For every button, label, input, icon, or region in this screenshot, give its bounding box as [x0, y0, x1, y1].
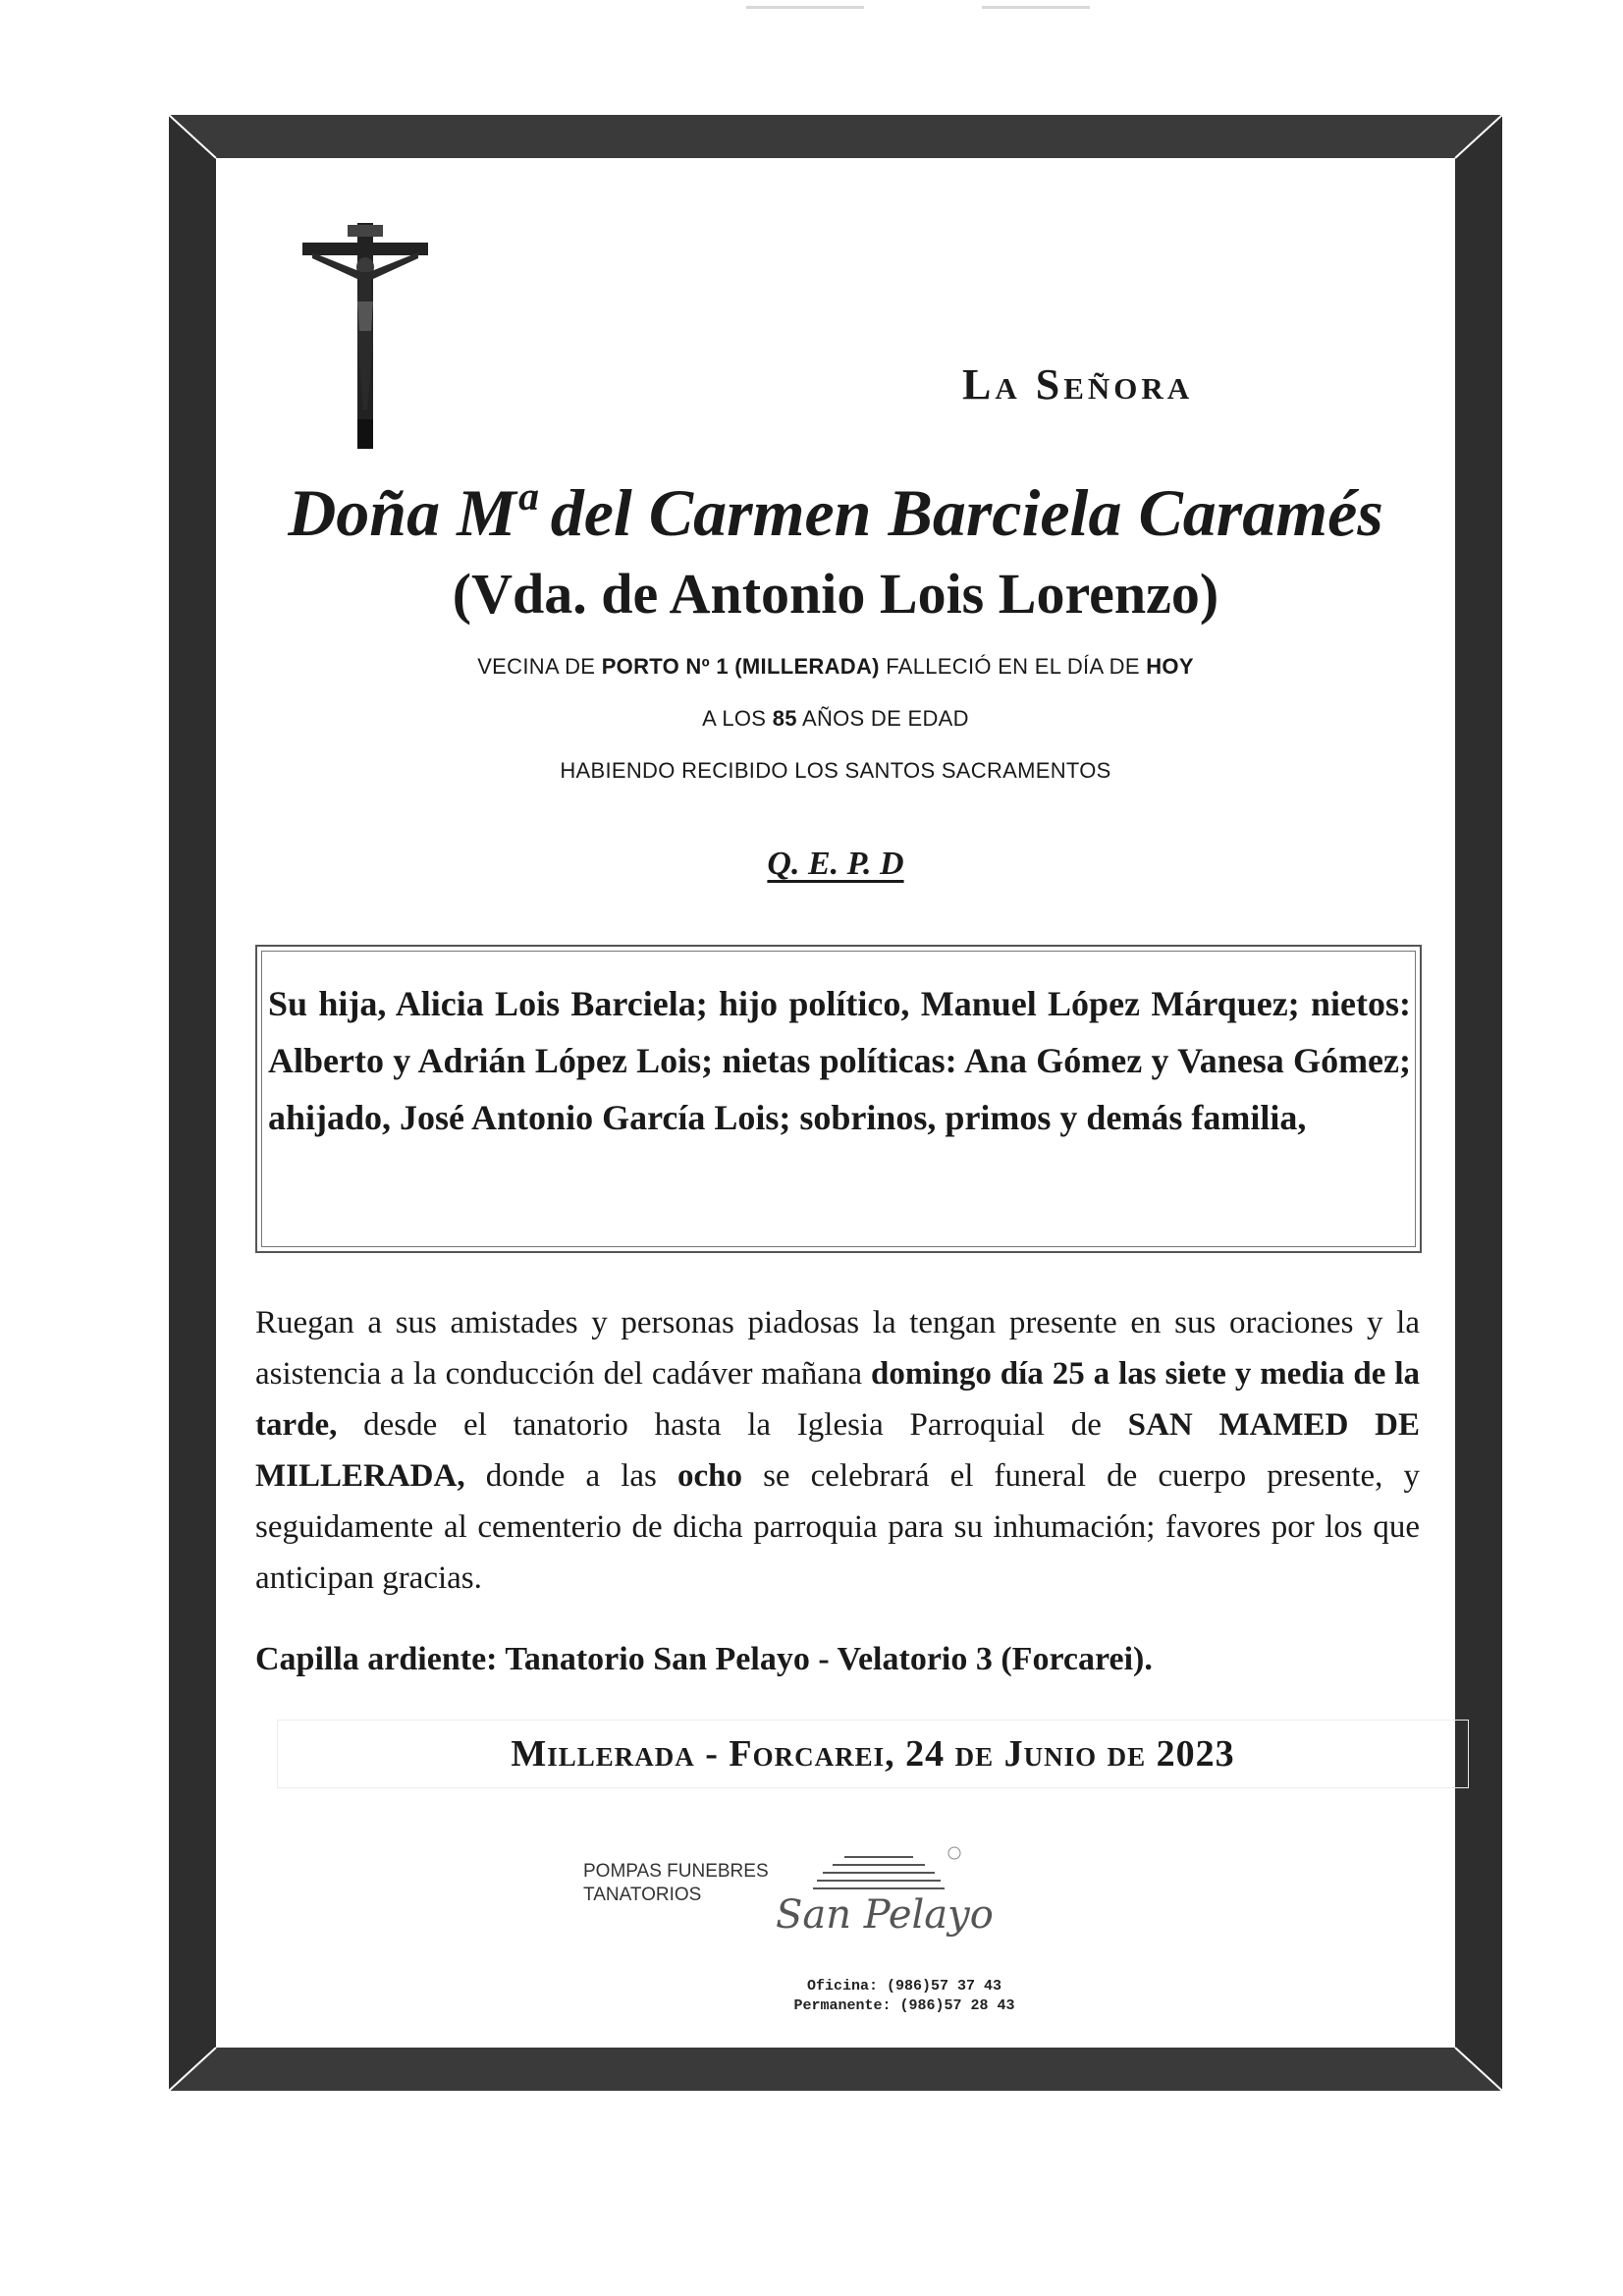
sacraments-line: HABIENDO RECIBIDO LOS SANTOS SACRAMENTOS	[560, 758, 1111, 783]
mourning-frame	[169, 115, 1502, 2091]
age-suffix: AÑOS DE EDAD	[796, 706, 969, 731]
prayer-date-time: domingo día 25 a las siete y media de la tarde,	[255, 1356, 1420, 1443]
widow-of: (Vda. de Antonio Lois Lorenzo)	[452, 562, 1219, 626]
dateline-box	[277, 1720, 1469, 1788]
prayer-text-1: Ruegan a sus amistades y personas piadosas la tengan presente en sus oraciones y la asistencia a la conducción del cadáver mañana	[255, 1305, 1420, 1392]
san-pelayo-logo	[766, 1845, 1011, 1953]
death-text: FALLECIÓ EN EL DÍA DE	[879, 654, 1147, 679]
crucifix-icon	[302, 223, 430, 449]
age-value: 85	[772, 706, 797, 731]
residence-prefix: VECINA DE	[477, 654, 602, 679]
family-text: Su hija, Alicia Lois Barciela; hijo político, Manuel López Márquez; nietos: Alberto y Adrián López Lois; nietas políticas: Ana Gómez y Vanesa Gómez; ahijado, José Antonio García Lois; sobrinos, primos y demás familia,	[268, 984, 1411, 1137]
prayer-church: SAN MAMED DE MILLERADA,	[255, 1407, 1420, 1494]
family-box	[255, 945, 1422, 1253]
age-prefix: A LOS	[702, 706, 773, 731]
rip-marker	[216, 846, 1455, 883]
contact-block	[216, 1977, 1455, 2016]
funeral-home-line2: TANATORIOS	[583, 1885, 702, 1905]
notice-content	[216, 158, 1455, 2048]
funeral-home-label	[583, 1860, 769, 1907]
residence-line	[216, 654, 1455, 680]
heading-prefix: La Señora	[962, 360, 1194, 409]
office-phone: Oficina: (986)57 37 43	[806, 1978, 1002, 1995]
prayer-hour: ocho	[676, 1458, 742, 1494]
funeral-home-line1: POMPAS FUNEBRES	[583, 1861, 769, 1882]
prayer-text-3: donde a las	[464, 1458, 677, 1494]
dateline-text: Millerada - Forcarei, 24 de Junio de 2023	[511, 1733, 1235, 1775]
scan-mark	[746, 6, 864, 9]
age-line	[216, 706, 1455, 732]
chapel-line: Capilla ardiente: Tanatorio San Pelayo - Velatorio 3 (Forcarei).	[255, 1641, 1153, 1677]
heading	[962, 359, 1257, 410]
permanent-phone: Permanente: (986)57 28 43	[793, 1997, 1015, 2014]
prayer-text-4: se celebrará el funeral de cuerpo presente, y seguidamente al cementerio de dicha parroquia para su inhumación; favores por los que anticipan gracias.	[255, 1458, 1421, 1596]
deceased-name: Doña Mª del Carmen Barciela Caramés	[288, 475, 1383, 550]
prayer-paragraph	[255, 1297, 1420, 1604]
death-day: HOY	[1146, 654, 1194, 679]
scan-mark	[982, 6, 1090, 9]
residence-address: PORTO Nº 1 (MILLERADA)	[601, 654, 880, 679]
logo-text: San Pelayo	[776, 1892, 994, 1938]
prayer-text-2: desde el tanatorio hasta la Iglesia Parroquial de	[337, 1407, 1128, 1443]
rip-text: Q. E. P. D	[767, 846, 904, 882]
